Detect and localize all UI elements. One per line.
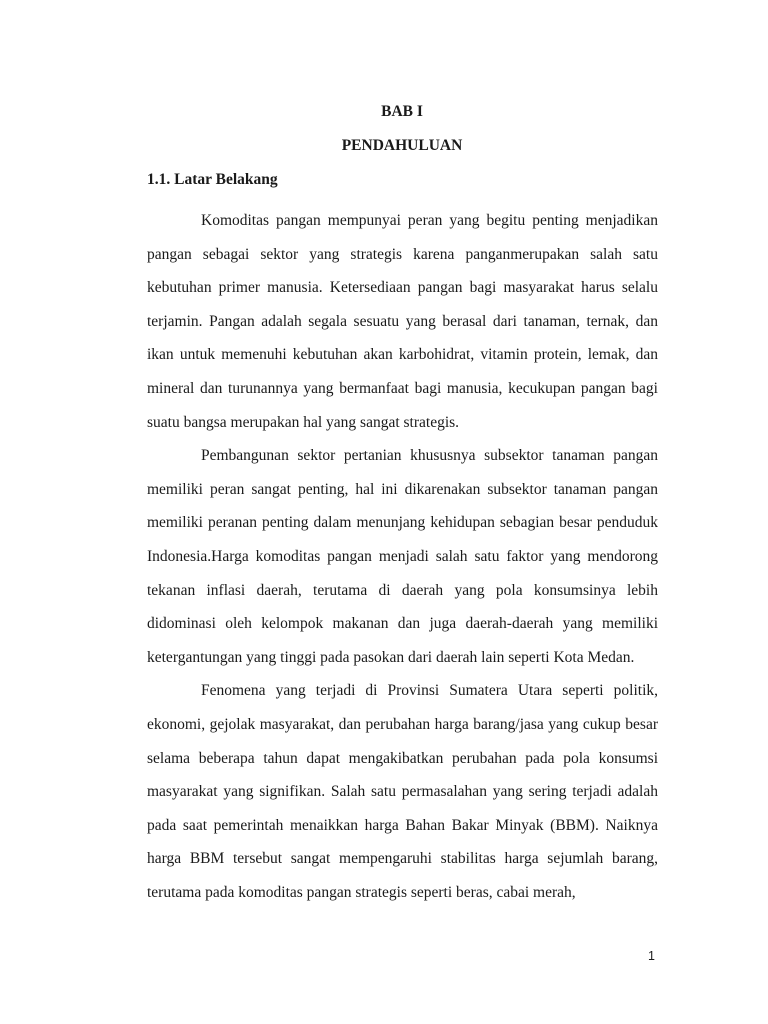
paragraph-2: Pembangunan sektor pertanian khususnya subsektor tanaman pangan memiliki peran sangat penting, hal ini dikarenakan subsektor tanaman pangan memiliki peranan penting dalam menunjang kehidupan sebagian besar penduduk Indonesia.Harga komoditas pangan menjadi salah satu faktor yang mendorong tekanan inflasi daerah, terutama di daerah yang pola konsumsinya lebih didominasi oleh kelompok makanan dan juga daerah-daerah yang memiliki ketergantungan yang tinggi pada pasokan dari daerah lain seperti Kota Medan. [147, 447, 658, 666]
chapter-title: PENDAHULUAN [341, 137, 463, 154]
section-heading: 1.1. Latar Belakang [147, 171, 278, 188]
body-text [147, 204, 658, 909]
page-number: 1 [648, 949, 655, 963]
chapter-number: BAB I [381, 103, 423, 120]
paragraph-3: Fenomena yang terjadi di Provinsi Sumatera Utara seperti politik, ekonomi, gejolak masyarakat, dan perubahan harga barang/jasa yang cukup besar selama beberapa tahun dapat mengakibatkan perubahan pada pola konsumsi masyarakat yang signifikan. Salah satu permasalahan yang sering terjadi adalah pada saat pemerintah menaikkan harga Bahan Bakar Minyak (BBM). Naiknya harga BBM tersebut sangat mempengaruhi stabilitas harga sejumlah barang, terutama pada komoditas pangan strategis seperti beras, cabai merah, [147, 682, 658, 901]
paragraph-1: Komoditas pangan mempunyai peran yang begitu penting menjadikan pangan sebagai sektor yang strategis karena panganmerupakan salah satu kebutuhan primer manusia. Ketersediaan pangan bagi masyarakat harus selalu terjamin. Pangan adalah segala sesuatu yang berasal dari tanaman, ternak, dan ikan untuk memenuhi kebutuhan akan karbohidrat, vitamin protein, lemak, dan mineral dan turunannya yang bermanfaat bagi manusia, kecukupan pangan bagi suatu bangsa merupakan hal yang sangat strategis. [147, 212, 658, 431]
